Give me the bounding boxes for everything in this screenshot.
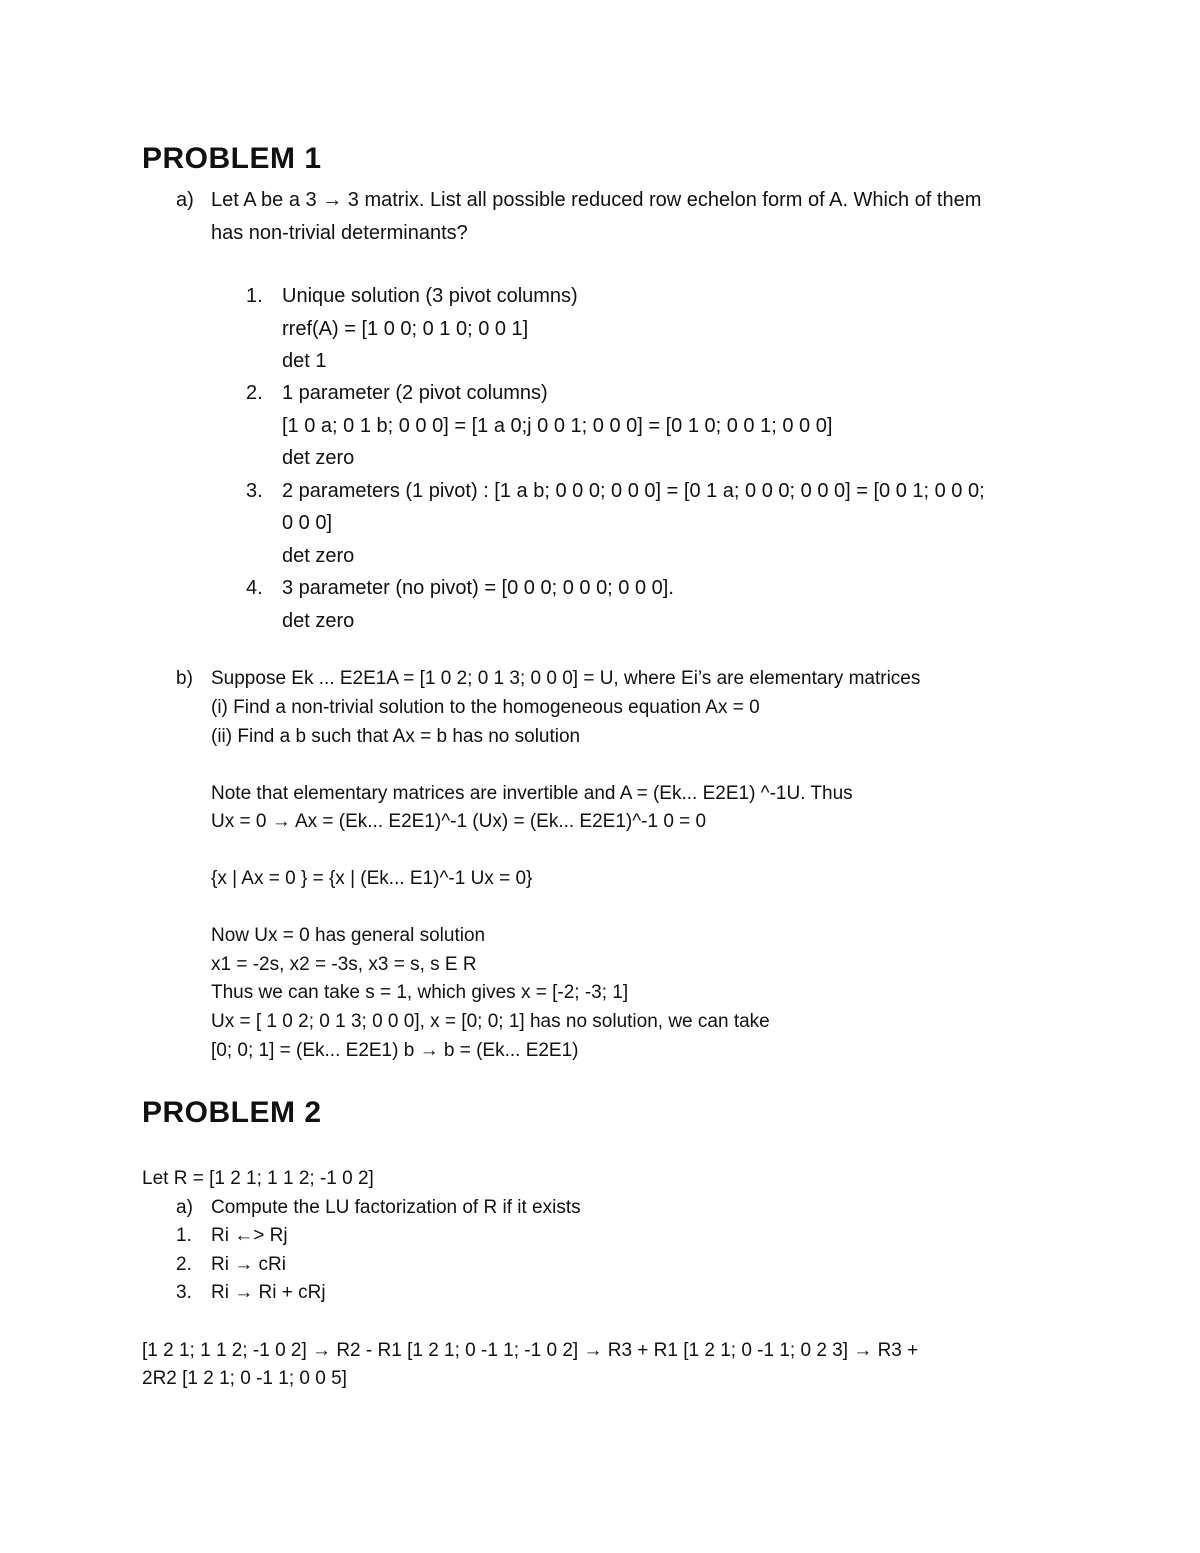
problem-2-part-a-question: Compute the LU factorization of R if it exists bbox=[211, 1197, 581, 1218]
list-item-number: 2. bbox=[246, 382, 263, 404]
part-b-line: x1 = -2s, x2 = -3s, x3 = s, s E R bbox=[211, 954, 477, 975]
part-a-marker: a) bbox=[176, 189, 194, 211]
operation-number: 2. bbox=[176, 1254, 192, 1275]
list-item-line: 0 0 0] bbox=[282, 512, 333, 534]
work-line-1: [1 2 1; 1 1 2; -1 0 2] → R2 - R1 [1 2 1; 0 -1 1; -1 0 2] → R3 + R1 [1 2 1; 0 -1 1; 0 2 3] → R3 + bbox=[142, 1340, 919, 1361]
list-item-line: det 1 bbox=[282, 350, 327, 372]
list-item-number: 1. bbox=[246, 285, 263, 307]
part-b-line: Note that elementary matrices are invertible and A = (Ek... E2E1) ^-1U. Thus bbox=[211, 783, 853, 804]
part-b-line: {x | Ax = 0 } = {x | (Ek... E1)^-1 Ux = 0} bbox=[211, 868, 533, 889]
part-b-line: (i) Find a non-trivial solution to the homogeneous equation Ax = 0 bbox=[211, 697, 760, 718]
part-b-line: [0; 0; 1] = (Ek... E2E1) b → b = (Ek... E2E1) bbox=[211, 1040, 579, 1061]
operation-number: 1. bbox=[176, 1225, 192, 1246]
list-item-line: [1 0 a; 0 1 b; 0 0 0] = [1 a 0;j 0 0 1; 0 0 0] = [0 1 0; 0 0 1; 0 0 0] bbox=[282, 415, 833, 437]
list-item-line: 2 parameters (1 pivot) : [1 a b; 0 0 0; 0 0 0] = [0 1 a; 0 0 0; 0 0 0] = [0 0 1; 0 0 0; bbox=[282, 480, 985, 502]
list-item-line: det zero bbox=[282, 447, 355, 469]
part-b-line: (ii) Find a b such that Ax = b has no solution bbox=[211, 726, 581, 747]
list-item-line: 3 parameter (no pivot) = [0 0 0; 0 0 0; 0 0 0]. bbox=[282, 577, 674, 599]
part-a-question-line-2: has non-trivial determinants? bbox=[211, 222, 468, 244]
operation-text: Ri → Ri + cRj bbox=[211, 1282, 326, 1303]
list-item-line: det zero bbox=[282, 545, 355, 567]
problem-1-heading: PROBLEM 1 bbox=[142, 142, 322, 175]
part-b-marker: b) bbox=[176, 668, 193, 689]
part-b-line: Suppose Ek ... E2E1A = [1 0 2; 0 1 3; 0 0 0] = U, where Ei’s are elementary matrices bbox=[211, 668, 921, 689]
part-b-line: Ux = 0 → Ax = (Ek... E2E1)^-1 (Ux) = (Ek... E2E1)^-1 0 = 0 bbox=[211, 811, 707, 832]
operation-text: Ri → cRi bbox=[211, 1254, 286, 1275]
part-a-question-line-1: Let A be a 3 → 3 matrix. List all possible reduced row echelon form of A. Which of them bbox=[211, 189, 982, 211]
work-line-2: 2R2 [1 2 1; 0 -1 1; 0 0 5] bbox=[142, 1368, 347, 1389]
part-b-line: Now Ux = 0 has general solution bbox=[211, 925, 486, 946]
list-item-line: 1 parameter (2 pivot columns) bbox=[282, 382, 548, 404]
operation-number: 3. bbox=[176, 1282, 192, 1303]
part-b-line: Ux = [ 1 0 2; 0 1 3; 0 0 0], x = [0; 0; 1] has no solution, we can take bbox=[211, 1011, 770, 1032]
list-item-line: det zero bbox=[282, 610, 355, 632]
problem-2-intro: Let R = [1 2 1; 1 1 2; -1 0 2] bbox=[142, 1168, 374, 1189]
list-item-line: Unique solution (3 pivot columns) bbox=[282, 285, 578, 307]
operation-text: Ri ←> Rj bbox=[211, 1225, 288, 1246]
part-b-line: Thus we can take s = 1, which gives x = [-2; -3; 1] bbox=[211, 982, 629, 1003]
list-item-number: 4. bbox=[246, 577, 263, 599]
list-item-line: rref(A) = [1 0 0; 0 1 0; 0 0 1] bbox=[282, 318, 529, 340]
list-item-number: 3. bbox=[246, 480, 263, 502]
problem-2-part-a-marker: a) bbox=[176, 1197, 193, 1218]
problem-2-heading: PROBLEM 2 bbox=[142, 1096, 322, 1129]
